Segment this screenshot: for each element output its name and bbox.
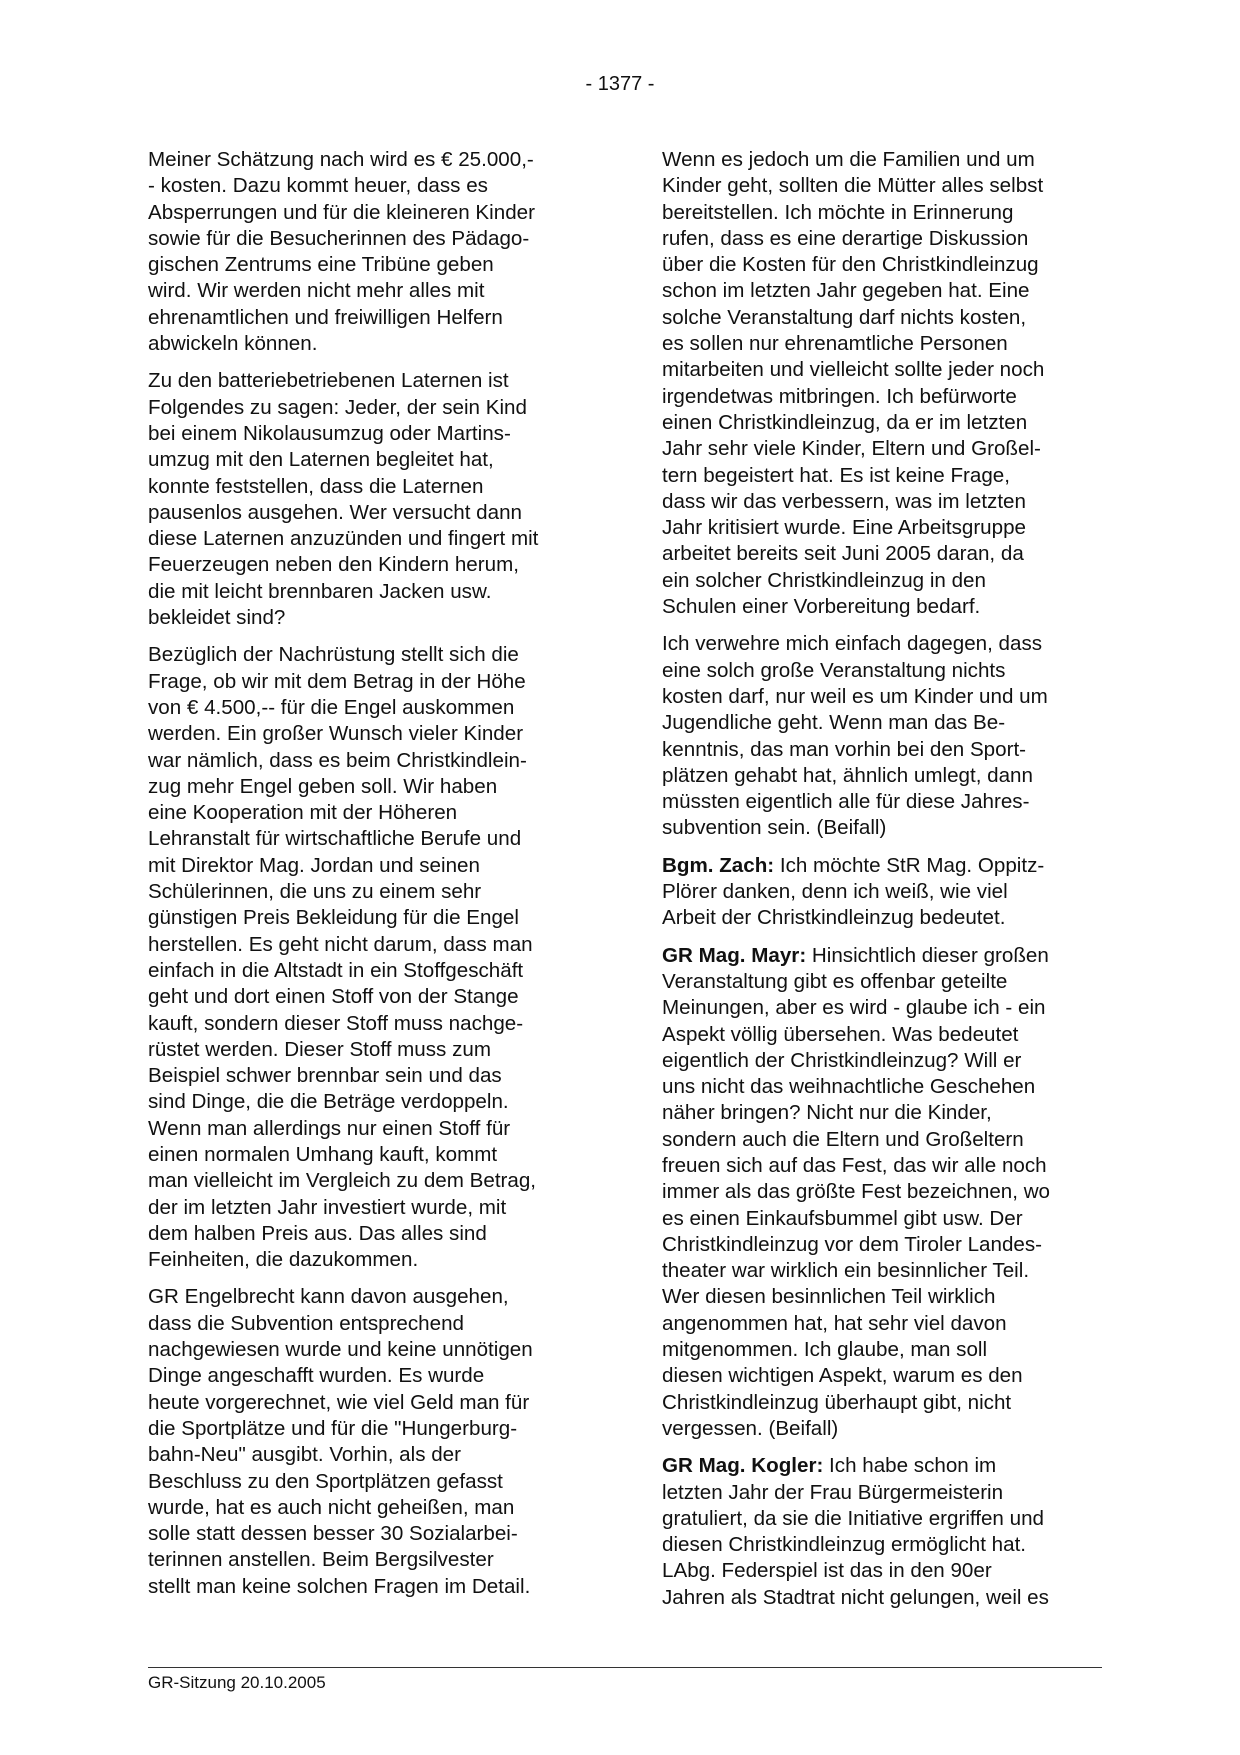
text-line: Jahr kritisiert wurde. Eine Arbeitsgruppe <box>662 516 1026 540</box>
text-line: bekleidet sind? <box>148 606 286 630</box>
text-line: gischen Zentrums eine Tribüne geben <box>148 253 494 277</box>
text-line: freuen sich auf das Fest, das wir alle noch <box>662 1153 1047 1177</box>
text-line: Meiner Schätzung nach wird es € 25.000,- <box>148 148 534 171</box>
text-line: Zu den batteriebetriebenen Laternen ist <box>148 369 509 393</box>
paragraph <box>148 642 593 1273</box>
speech-text: Ich habe schon im <box>823 1454 997 1478</box>
text-line: letzten Jahr der Frau Bürgermeisterin <box>662 1480 1004 1504</box>
text-line: zug mehr Engel geben soll. Wir haben <box>148 774 498 798</box>
text-line: Lehranstalt für wirtschaftliche Berufe und <box>148 827 522 851</box>
speaker-name: GR Mag. Kogler: <box>662 1454 824 1478</box>
text-line: bahn-Neu" ausgibt. Vorhin, als der <box>148 1443 461 1467</box>
text-line: sondern auch die Eltern und Großeltern <box>662 1127 1024 1151</box>
text-line: Frage, ob wir mit dem Betrag in der Höhe <box>148 669 526 693</box>
text-line: diese Laternen anzuzünden und fingert mit <box>148 527 539 551</box>
text-line: Aspekt völlig übersehen. Was bedeutet <box>662 1022 1019 1046</box>
text-line: man vielleicht im Vergleich zu dem Betrag, <box>148 1169 537 1193</box>
text-line: näher bringen? Nicht nur die Kinder, <box>662 1101 992 1125</box>
text-line: Beispiel schwer brennbar sein und das <box>148 1064 502 1088</box>
text-line: mit Direktor Mag. Jordan und seinen <box>148 853 480 877</box>
text-line: die Sportplätze und für die "Hungerburg- <box>148 1416 518 1440</box>
text-line: plätzen gehabt hat, ähnlich umlegt, dann <box>662 763 1033 787</box>
text-line <box>662 853 1107 879</box>
text-line: Feinheiten, die dazukommen. <box>148 1248 419 1272</box>
text-line: rüstet werden. Dieser Stoff muss zum <box>148 1037 491 1061</box>
text-line: Absperrungen und für die kleineren Kinder <box>148 200 535 224</box>
text-line: eigentlich der Christkindleinzug? Will er <box>662 1048 1022 1072</box>
text-line: von € 4.500,-- für die Engel auskommen <box>148 695 515 719</box>
text-line: LAbg. Federspiel ist das in den 90er <box>662 1559 992 1583</box>
text-line: gratuliert, da sie die Initiative ergriffen und <box>662 1506 1044 1530</box>
text-line: Jugendliche geht. Wenn man das Be- <box>662 711 1006 735</box>
text-line: Beschluss zu den Sportplätzen gefasst <box>148 1469 503 1493</box>
text-line <box>662 1453 1107 1479</box>
speaker-name: GR Mag. Mayr: <box>662 943 807 967</box>
text-line: solche Veranstaltung darf nichts kosten, <box>662 305 1027 329</box>
text-line: die mit leicht brennbaren Jacken usw. <box>148 579 492 603</box>
text-line: bereitstellen. Ich möchte in Erinnerung <box>662 200 1014 224</box>
text-line: irgendetwas mitbringen. Ich befürworte <box>662 384 1017 408</box>
text-line: mitgenommen. Ich glaube, man soll <box>662 1338 988 1362</box>
text-line: arbeitet bereits seit Juni 2005 daran, da <box>662 542 1024 566</box>
paragraph <box>662 631 1107 841</box>
text-line: Meinungen, aber es wird - glaube ich - ein <box>662 996 1046 1020</box>
paragraph <box>148 147 593 357</box>
text-line: subvention sein. (Beifall) <box>662 816 887 840</box>
text-line: Jahren als Stadtrat nicht gelungen, weil es <box>662 1585 1049 1609</box>
text-line: diesen wichtigen Aspekt, warum es den <box>662 1364 1023 1388</box>
text-line: nachgewiesen wurde und keine unnötigen <box>148 1338 533 1362</box>
text-line: dass wir das verbessern, was im letzten <box>662 489 1026 513</box>
text-line: tern begeistert hat. Es ist keine Frage, <box>662 463 1010 487</box>
text-line: mitarbeiten und vielleicht sollte jeder noch <box>662 358 1045 382</box>
text-line: dem halben Preis aus. Das alles sind <box>148 1221 487 1245</box>
text-line: ehrenamtlichen und freiwilligen Helfern <box>148 305 503 329</box>
paragraph <box>662 147 1107 620</box>
text-line: Folgendes zu sagen: Jeder, der sein Kind <box>148 395 527 419</box>
speech-text: Ich möchte StR Mag. Oppitz- <box>774 853 1045 877</box>
footer-divider <box>148 1667 1102 1668</box>
text-line: dass die Subvention entsprechend <box>148 1311 464 1335</box>
text-line: der im letzten Jahr investiert wurde, mit <box>148 1195 507 1219</box>
text-line: uns nicht das weihnachtliche Geschehen <box>662 1075 1036 1099</box>
text-line: abwickeln können. <box>148 332 318 356</box>
text-line: Bezüglich der Nachrüstung stellt sich die <box>148 643 519 667</box>
text-line: war nämlich, dass es beim Christkindlein- <box>148 748 527 772</box>
text-line: einfach in die Altstadt in ein Stoffgeschäft <box>148 958 524 982</box>
speaker-name: Bgm. Zach: <box>662 853 775 877</box>
paragraph <box>662 1453 1107 1611</box>
text-line: Wenn es jedoch um die Familien und um <box>662 148 1035 171</box>
page-number: - 1377 - <box>585 73 655 95</box>
text-line: angenommen hat, hat sehr viel davon <box>662 1311 1007 1335</box>
text-line: müssten eigentlich alle für diese Jahres- <box>662 790 1030 814</box>
text-line: sind Dinge, die die Beträge verdoppeln. <box>148 1090 509 1114</box>
text-line: einen Christkindleinzug, da er im letzten <box>662 410 1028 434</box>
text-line: es einen Einkaufsbummel gibt usw. Der <box>662 1206 1023 1230</box>
text-line: es sollen nur ehrenamtliche Personen <box>662 332 1008 356</box>
text-line: umzug mit den Laternen begleitet hat, <box>148 448 494 472</box>
text-line: werden. Ein großer Wunsch vieler Kinder <box>148 722 524 746</box>
text-line: geht und dort einen Stoff von der Stange <box>148 985 519 1009</box>
text-line: stellt man keine solchen Fragen im Detail. <box>148 1574 531 1598</box>
text-line: Kinder geht, sollten die Mütter alles selbst <box>662 174 1044 198</box>
text-line: Arbeit der Christkindleinzug bedeutet. <box>662 906 1006 930</box>
text-line: ein solcher Christkindleinzug in den <box>662 568 986 592</box>
text-line: Wer diesen besinnlichen Teil wirklich <box>662 1285 996 1309</box>
text-line: konnte feststellen, dass die Laternen <box>148 474 484 498</box>
text-line: kosten darf, nur weil es um Kinder und um <box>662 684 1048 708</box>
text-line: solle statt dessen besser 30 Sozialarbei- <box>148 1522 518 1546</box>
paragraph <box>148 368 593 631</box>
text-line: terinnen anstellen. Beim Bergsilvester <box>148 1548 494 1572</box>
text-line: sowie für die Besucherinnen des Pädago- <box>148 226 530 250</box>
text-line: günstigen Preis Bekleidung für die Engel <box>148 906 519 930</box>
text-line: pausenlos ausgehen. Wer versucht dann <box>148 500 522 524</box>
text-line: Christkindleinzug vor dem Tiroler Landes- <box>662 1232 1043 1256</box>
text-line: kauft, sondern dieser Stoff muss nachge- <box>148 1011 524 1035</box>
text-line: immer als das größte Fest bezeichnen, wo <box>662 1180 1051 1204</box>
text-line: herstellen. Es geht nicht darum, dass man <box>148 932 533 956</box>
text-line: einen normalen Umhang kauft, kommt <box>148 1142 498 1166</box>
text-line: heute vorgerechnet, wie viel Geld man für <box>148 1390 530 1414</box>
text-line: wird. Wir werden nicht mehr alles mit <box>148 279 485 303</box>
text-line: Plörer danken, denn ich weiß, wie viel <box>662 880 1008 904</box>
text-line: über die Kosten für den Christkindleinzug <box>662 253 1039 277</box>
text-line: kenntnis, das man vorhin bei den Sport- <box>662 737 1027 761</box>
text-column-left <box>148 147 593 1611</box>
text-line: vergessen. (Beifall) <box>662 1416 839 1440</box>
paragraph <box>662 853 1107 932</box>
text-line: Feuerzeugen neben den Kindern herum, <box>148 553 519 577</box>
text-line: bei einem Nikolausumzug oder Martins- <box>148 421 511 445</box>
text-line: Wenn man allerdings nur einen Stoff für <box>148 1116 511 1140</box>
text-line: wurde, hat es auch nicht geheißen, man <box>148 1495 515 1519</box>
footer-session-date: GR-Sitzung 20.10.2005 <box>148 1673 326 1692</box>
speech-text: Hinsichtlich dieser großen <box>806 943 1049 967</box>
paragraph <box>148 1284 593 1600</box>
text-line: eine solch große Veranstaltung nichts <box>662 658 1006 682</box>
text-line: Jahr sehr viele Kinder, Eltern und Großel- <box>662 437 1041 461</box>
text-line: Veranstaltung gibt es offenbar geteilte <box>662 969 1008 993</box>
text-line: GR Engelbrecht kann davon ausgehen, <box>148 1285 509 1309</box>
text-column-right <box>662 147 1107 1622</box>
paragraph <box>662 943 1107 1443</box>
text-line: Schulen einer Vorbereitung bedarf. <box>662 595 981 619</box>
text-line: Christkindleinzug überhaupt gibt, nicht <box>662 1390 1012 1414</box>
text-line: diesen Christkindleinzug ermöglicht hat. <box>662 1533 1027 1557</box>
text-line: rufen, dass es eine derartige Diskussion <box>662 226 1029 250</box>
text-line <box>662 943 1107 969</box>
text-line: - kosten. Dazu kommt heuer, dass es <box>148 174 488 198</box>
text-line: Schülerinnen, die uns zu einem sehr <box>148 880 482 904</box>
text-line: eine Kooperation mit der Höheren <box>148 801 458 825</box>
text-line: Dinge angeschafft wurden. Es wurde <box>148 1364 485 1388</box>
text-line: schon im letzten Jahr gegeben hat. Eine <box>662 279 1030 303</box>
text-line: Ich verwehre mich einfach dagegen, dass <box>662 632 1043 656</box>
text-line: theater war wirklich ein besinnlicher Teil. <box>662 1259 1030 1283</box>
